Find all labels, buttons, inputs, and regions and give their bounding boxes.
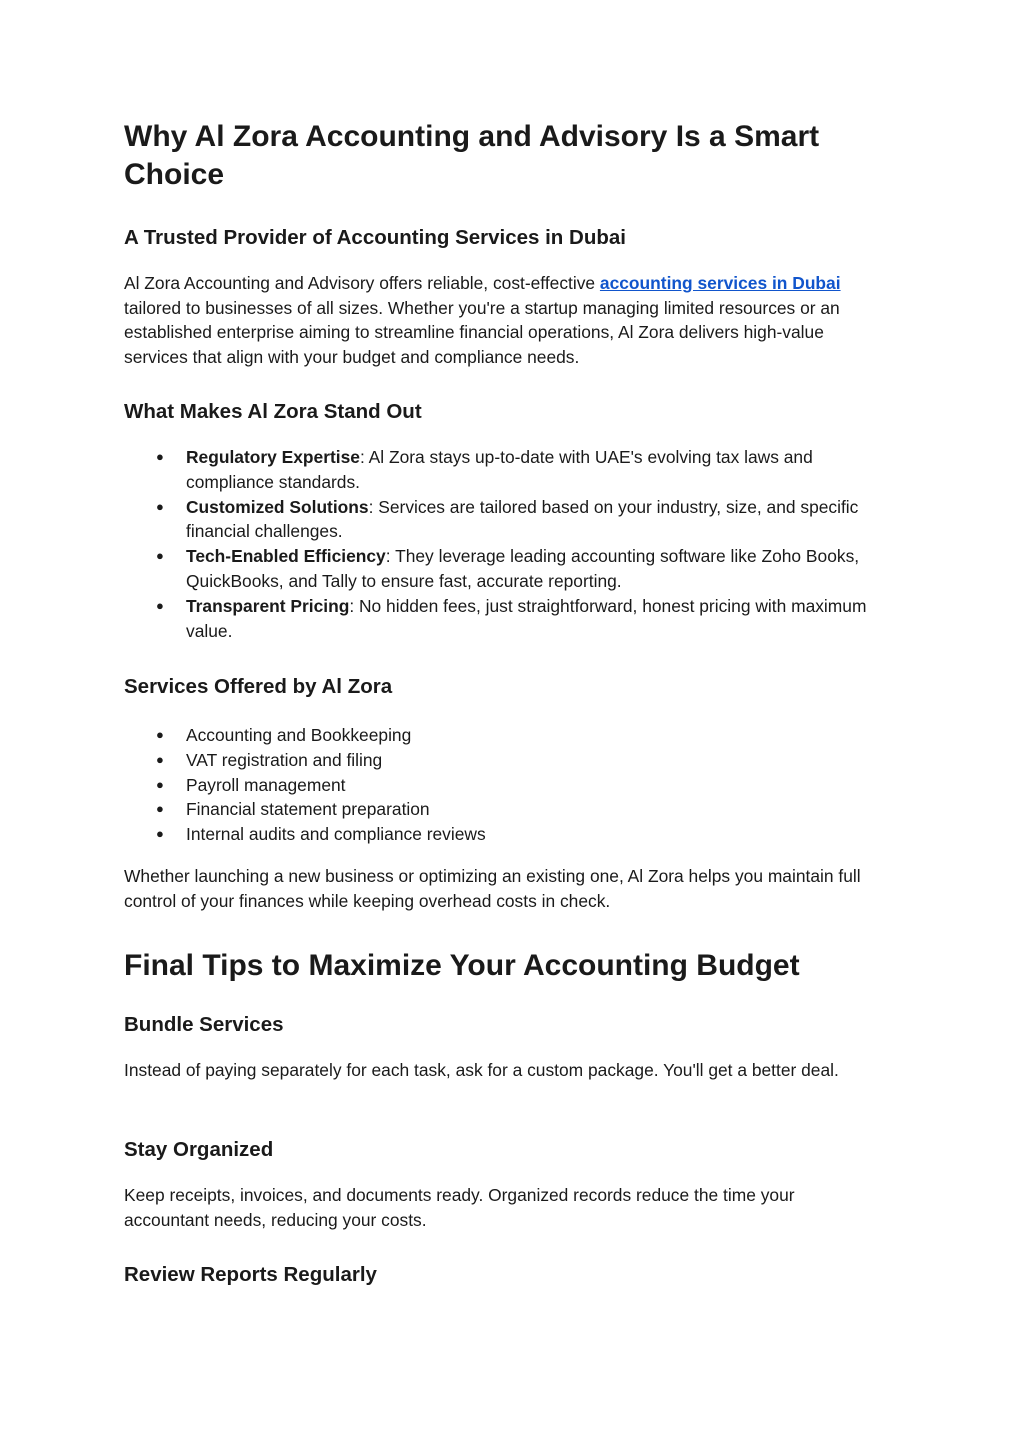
bullet-icon: ● — [156, 597, 164, 613]
bullet-icon: ● — [156, 548, 164, 564]
list-item-text: : No hidden fees, just straightforward, honest pricing with maximum value. — [186, 595, 867, 641]
paragraph-bundle-services: Instead of paying separately for each task, ask for a custom package. You'll get a better deal. — [124, 1060, 839, 1080]
heading-review-reports: Review Reports Regularly — [124, 1263, 377, 1286]
list-item-text: Payroll management — [186, 774, 346, 795]
list-item-text: Internal audits and compliance reviews — [186, 824, 486, 845]
list-item-text: : They leverage leading accounting software like Zoho Books, QuickBooks, and Tally to ensure fast, accurate reporting. — [186, 546, 860, 591]
list-item — [124, 748, 884, 773]
accounting-services-dubai-link[interactable]: accounting services in Dubai — [599, 273, 841, 293]
paragraph-text-before-link: Al Zora Accounting and Advisory offers reliable, cost-effective — [124, 273, 600, 293]
bullet-icon: ● — [156, 801, 164, 817]
paragraph-trusted-provider — [124, 271, 859, 369]
bullet-icon: ● — [156, 498, 164, 514]
list-item — [124, 797, 884, 822]
list-item — [124, 594, 884, 644]
paragraph-services-closing: Whether launching a new business or optimizing an existing one, Al Zora helps you maintain full control of your finances while keeping overhead costs in check. — [124, 866, 861, 911]
services-list — [124, 723, 884, 847]
list-item — [124, 822, 884, 847]
list-item-term: Regulatory Expertise — [186, 447, 360, 467]
list-item-term: Customized Solutions — [186, 496, 369, 517]
list-item-text: Financial statement preparation — [186, 799, 430, 820]
list-item-text: Accounting and Bookkeeping — [186, 725, 412, 745]
heading-stand-out: What Makes Al Zora Stand Out — [124, 400, 422, 423]
paragraph-text-after-link: tailored to businesses of all sizes. Whether you're a startup managing limited resources or an established enterprise aiming to streamline financial operations, Al Zora delivers high-value services that align with your budget and compliance needs. — [124, 297, 840, 367]
list-item-term: Transparent Pricing — [186, 595, 350, 616]
list-item — [124, 544, 884, 594]
list-item-text: : Services are tailored based on your industry, size, and specific financial challenges. — [186, 496, 859, 542]
list-item — [124, 723, 884, 748]
bullet-icon: ● — [156, 826, 164, 842]
bullet-icon: ● — [156, 751, 164, 767]
list-item-text: VAT registration and filing — [186, 749, 383, 770]
list-item — [124, 773, 884, 798]
heading-stay-organized: Stay Organized — [124, 1138, 274, 1161]
heading-trusted-provider: A Trusted Provider of Accounting Services in Dubai — [124, 226, 626, 249]
list-item — [124, 445, 884, 495]
list-item — [124, 495, 884, 545]
list-item-text: : Al Zora stays up-to-date with UAE's evolving tax laws and compliance standards. — [186, 447, 813, 492]
section-title-final-tips: Final Tips to Maximize Your Accounting Budget — [124, 949, 800, 982]
paragraph-stay-organized: Keep receipts, invoices, and documents ready. Organized records reduce the time your accountant needs, reducing your costs. — [124, 1185, 795, 1230]
bullet-icon: ● — [156, 727, 164, 742]
heading-services-offered: Services Offered by Al Zora — [124, 675, 393, 698]
bullet-icon: ● — [156, 776, 164, 792]
list-item-term: Tech-Enabled Efficiency — [186, 546, 386, 567]
bullet-icon: ● — [156, 449, 164, 464]
heading-bundle-services: Bundle Services — [124, 1013, 284, 1036]
section-title-why-al-zora: Why Al Zora Accounting and Advisory Is a Smart Choice — [124, 120, 820, 191]
stand-out-list — [124, 445, 884, 643]
